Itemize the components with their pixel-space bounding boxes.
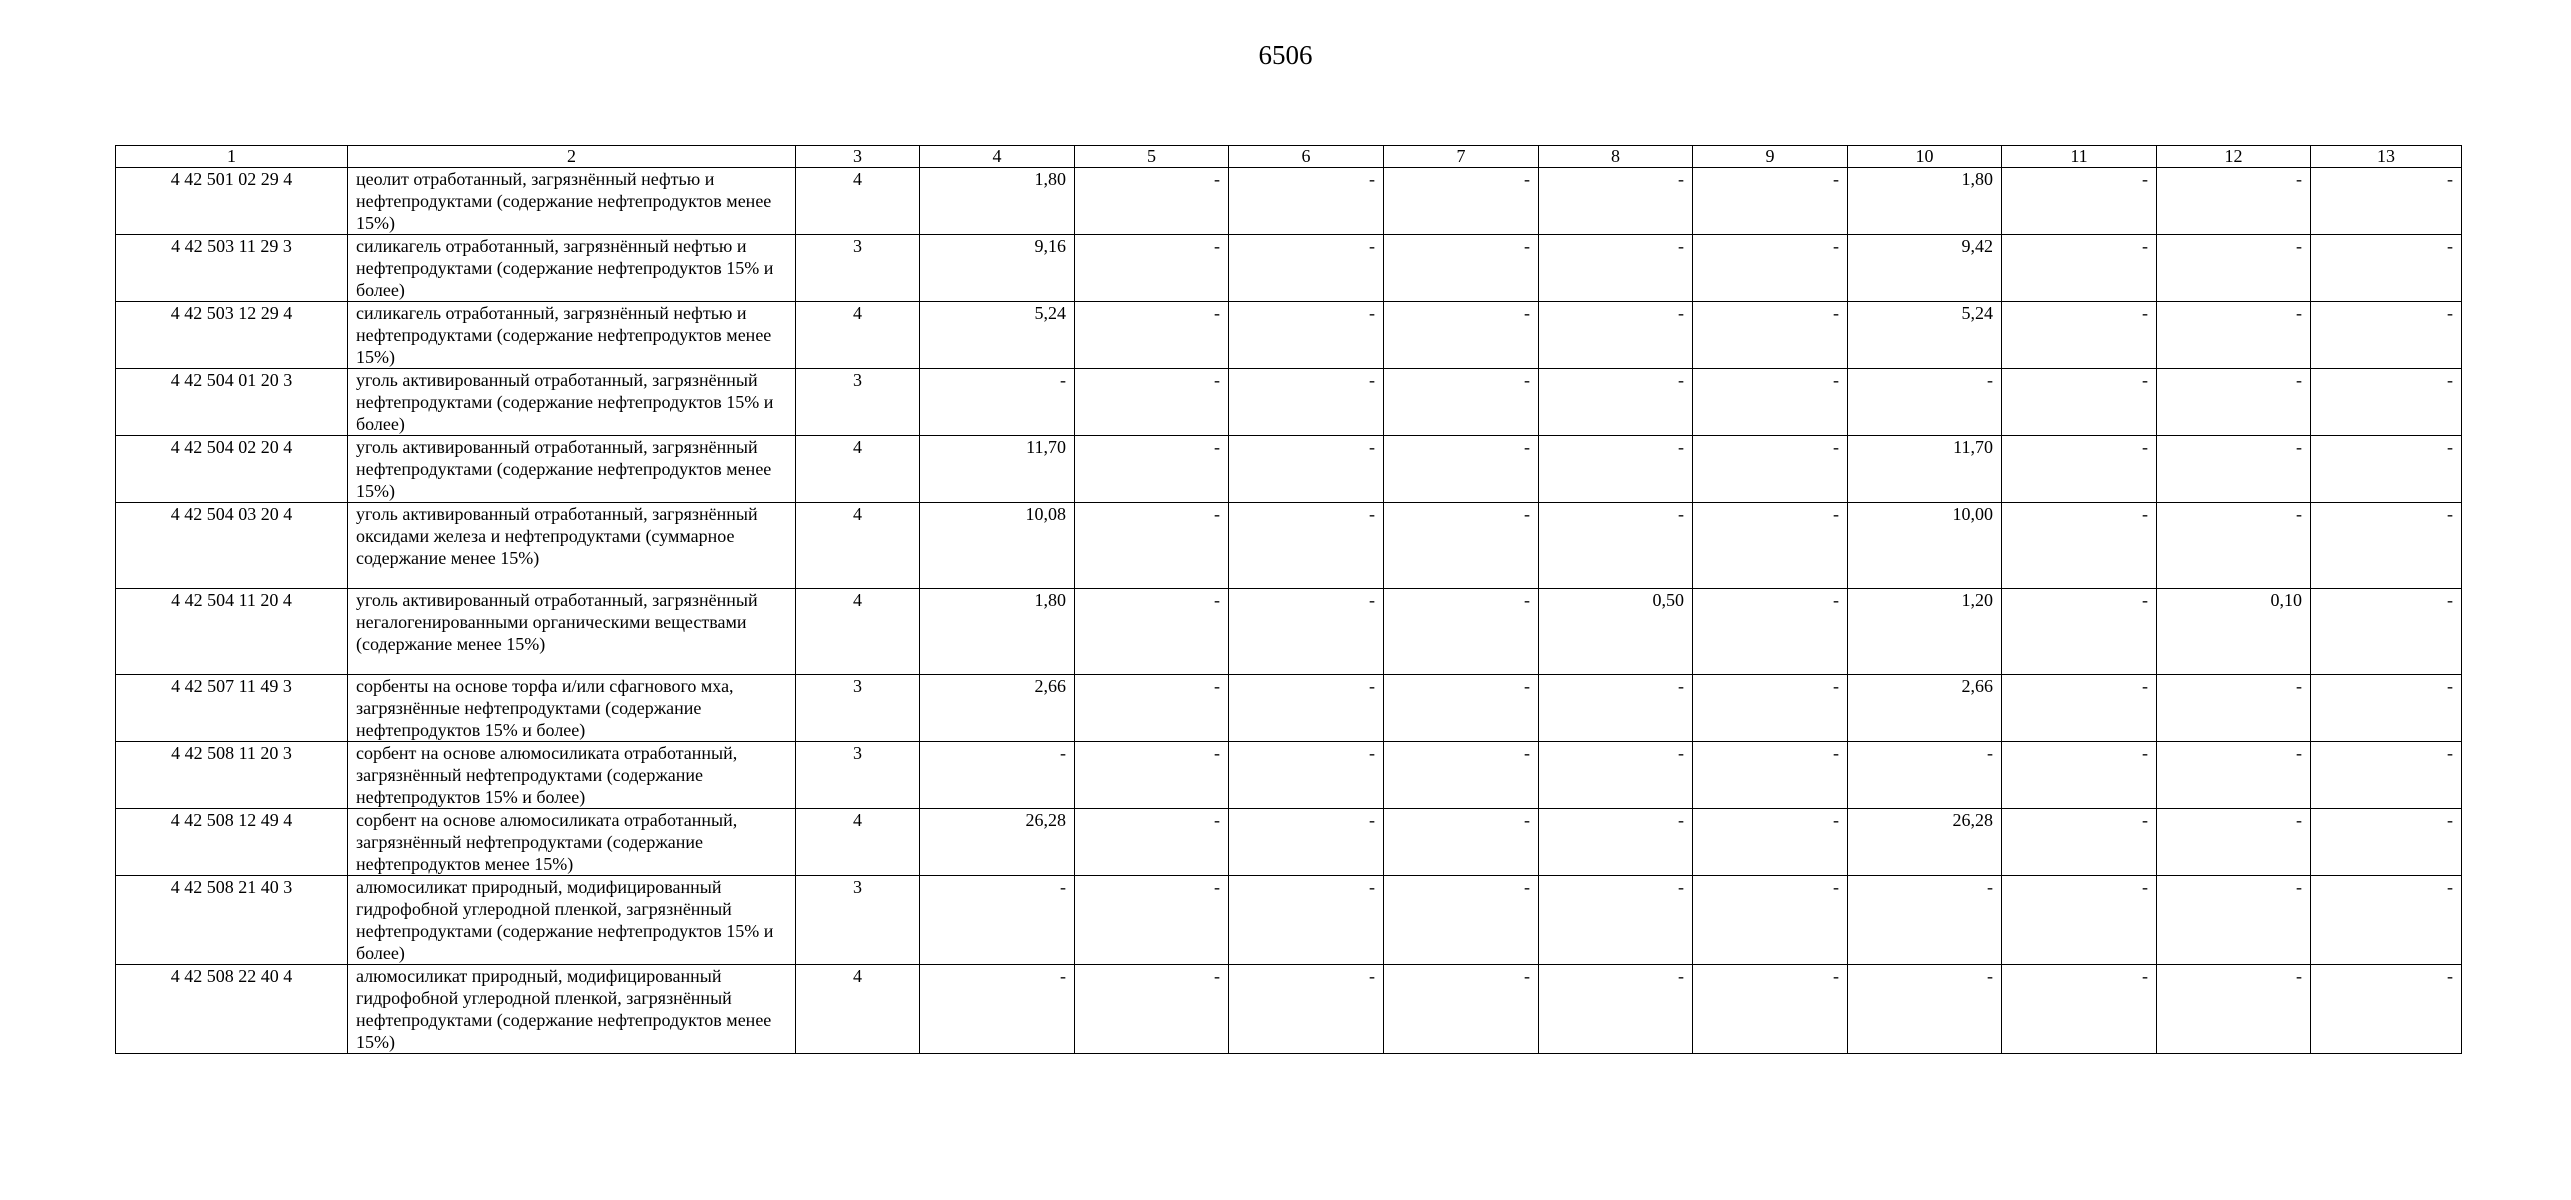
value-cell-col-8: -: [1539, 436, 1693, 503]
value-cell-col-10: 9,42: [1848, 235, 2002, 302]
value-cell-col-4: -: [920, 369, 1075, 436]
value-cell-col-10: 5,24: [1848, 302, 2002, 369]
value-cell-col-13: -: [2311, 436, 2462, 503]
value-cell-col-4: 5,24: [920, 302, 1075, 369]
value-cell-col-12: -: [2157, 876, 2311, 965]
value-cell-col-6: -: [1229, 809, 1384, 876]
hazard-class-cell: 4: [796, 965, 920, 1054]
column-header-2: 2: [348, 146, 796, 168]
value-cell-col-12: -: [2157, 369, 2311, 436]
value-cell-col-6: -: [1229, 742, 1384, 809]
value-cell-col-11: -: [2002, 369, 2157, 436]
waste-code-cell: 4 42 504 02 20 4: [116, 436, 348, 503]
value-cell-col-7: -: [1384, 369, 1539, 436]
value-cell-col-9: -: [1693, 235, 1848, 302]
value-cell-col-7: -: [1384, 168, 1539, 235]
value-cell-col-8: -: [1539, 235, 1693, 302]
table-row: [116, 436, 2462, 503]
value-cell-col-5: -: [1075, 503, 1229, 589]
value-cell-col-11: -: [2002, 809, 2157, 876]
waste-code-cell: 4 42 504 01 20 3: [116, 369, 348, 436]
hazard-class-cell: 3: [796, 235, 920, 302]
waste-name-cell: уголь активированный отработанный, загрязнённый нефтепродуктами (содержание нефтепродуктов менее 15%): [348, 436, 796, 503]
value-cell-col-4: -: [920, 742, 1075, 809]
value-cell-col-9: -: [1693, 168, 1848, 235]
value-cell-col-10: 1,20: [1848, 589, 2002, 675]
hazard-class-cell: 3: [796, 369, 920, 436]
waste-name-cell: цеолит отработанный, загрязнённый нефтью и нефтепродуктами (содержание нефтепродуктов менее 15%): [348, 168, 796, 235]
value-cell-col-7: -: [1384, 742, 1539, 809]
column-header-11: 11: [2002, 146, 2157, 168]
value-cell-col-5: -: [1075, 809, 1229, 876]
value-cell-col-12: -: [2157, 235, 2311, 302]
value-cell-col-4: 2,66: [920, 675, 1075, 742]
column-header-3: 3: [796, 146, 920, 168]
value-cell-col-13: -: [2311, 675, 2462, 742]
table-row: [116, 503, 2462, 589]
value-cell-col-12: -: [2157, 809, 2311, 876]
waste-code-cell: 4 42 508 12 49 4: [116, 809, 348, 876]
value-cell-col-11: -: [2002, 589, 2157, 675]
value-cell-col-6: -: [1229, 369, 1384, 436]
value-cell-col-6: -: [1229, 876, 1384, 965]
waste-code-cell: 4 42 504 11 20 4: [116, 589, 348, 675]
value-cell-col-6: -: [1229, 302, 1384, 369]
waste-table-container: [115, 145, 2461, 1054]
waste-table: [115, 145, 2462, 1054]
value-cell-col-4: 9,16: [920, 235, 1075, 302]
value-cell-col-11: -: [2002, 302, 2157, 369]
value-cell-col-7: -: [1384, 589, 1539, 675]
value-cell-col-5: -: [1075, 168, 1229, 235]
value-cell-col-13: -: [2311, 742, 2462, 809]
value-cell-col-5: -: [1075, 302, 1229, 369]
column-header-4: 4: [920, 146, 1075, 168]
value-cell-col-11: -: [2002, 436, 2157, 503]
value-cell-col-11: -: [2002, 235, 2157, 302]
waste-code-cell: 4 42 508 21 40 3: [116, 876, 348, 965]
hazard-class-cell: 4: [796, 809, 920, 876]
value-cell-col-6: -: [1229, 235, 1384, 302]
value-cell-col-7: -: [1384, 809, 1539, 876]
waste-name-cell: силикагель отработанный, загрязнённый нефтью и нефтепродуктами (содержание нефтепродуктов менее 15%): [348, 302, 796, 369]
value-cell-col-10: 1,80: [1848, 168, 2002, 235]
value-cell-col-9: -: [1693, 675, 1848, 742]
value-cell-col-6: -: [1229, 965, 1384, 1054]
value-cell-col-12: -: [2157, 168, 2311, 235]
waste-name-cell: силикагель отработанный, загрязнённый нефтью и нефтепродуктами (содержание нефтепродуктов 15% и более): [348, 235, 796, 302]
value-cell-col-13: -: [2311, 168, 2462, 235]
waste-name-cell: сорбент на основе алюмосиликата отработанный, загрязнённый нефтепродуктами (содержание нефтепродуктов 15% и более): [348, 742, 796, 809]
value-cell-col-10: 11,70: [1848, 436, 2002, 503]
value-cell-col-8: -: [1539, 168, 1693, 235]
value-cell-col-9: -: [1693, 589, 1848, 675]
value-cell-col-4: 10,08: [920, 503, 1075, 589]
value-cell-col-6: -: [1229, 436, 1384, 503]
value-cell-col-5: -: [1075, 589, 1229, 675]
value-cell-col-12: -: [2157, 675, 2311, 742]
value-cell-col-6: -: [1229, 675, 1384, 742]
value-cell-col-9: -: [1693, 369, 1848, 436]
column-header-7: 7: [1384, 146, 1539, 168]
page-number: 6506: [1258, 40, 1313, 70]
value-cell-col-8: -: [1539, 369, 1693, 436]
waste-name-cell: алюмосиликат природный, модифицированный гидрофобной углеродной пленкой, загрязнённый нефтепродуктами (содержание нефтепродуктов менее 15%): [348, 965, 796, 1054]
column-header-12: 12: [2157, 146, 2311, 168]
value-cell-col-7: -: [1384, 965, 1539, 1054]
value-cell-col-11: -: [2002, 876, 2157, 965]
column-header-9: 9: [1693, 146, 1848, 168]
value-cell-col-9: -: [1693, 876, 1848, 965]
value-cell-col-12: -: [2157, 742, 2311, 809]
value-cell-col-8: -: [1539, 876, 1693, 965]
value-cell-col-7: -: [1384, 675, 1539, 742]
waste-name-cell: уголь активированный отработанный, загрязнённый оксидами железа и нефтепродуктами (суммарное содержание менее 15%): [348, 503, 796, 589]
value-cell-col-8: -: [1539, 742, 1693, 809]
value-cell-col-5: -: [1075, 235, 1229, 302]
value-cell-col-9: -: [1693, 965, 1848, 1054]
value-cell-col-13: -: [2311, 503, 2462, 589]
value-cell-col-9: -: [1693, 503, 1848, 589]
column-header-13: 13: [2311, 146, 2462, 168]
hazard-class-cell: 4: [796, 302, 920, 369]
value-cell-col-8: -: [1539, 675, 1693, 742]
value-cell-col-7: -: [1384, 436, 1539, 503]
waste-code-cell: 4 42 504 03 20 4: [116, 503, 348, 589]
column-header-8: 8: [1539, 146, 1693, 168]
column-header-5: 5: [1075, 146, 1229, 168]
value-cell-col-4: 1,80: [920, 589, 1075, 675]
column-header-1: 1: [116, 146, 348, 168]
column-header-10: 10: [1848, 146, 2002, 168]
table-row: [116, 168, 2462, 235]
value-cell-col-7: -: [1384, 302, 1539, 369]
value-cell-col-9: -: [1693, 742, 1848, 809]
value-cell-col-7: -: [1384, 503, 1539, 589]
table-row: [116, 965, 2462, 1054]
value-cell-col-7: -: [1384, 876, 1539, 965]
value-cell-col-13: -: [2311, 235, 2462, 302]
table-row: [116, 876, 2462, 965]
value-cell-col-8: -: [1539, 965, 1693, 1054]
value-cell-col-9: -: [1693, 302, 1848, 369]
hazard-class-cell: 4: [796, 589, 920, 675]
table-row: [116, 235, 2462, 302]
waste-code-cell: 4 42 508 22 40 4: [116, 965, 348, 1054]
value-cell-col-10: 2,66: [1848, 675, 2002, 742]
value-cell-col-12: 0,10: [2157, 589, 2311, 675]
value-cell-col-10: -: [1848, 742, 2002, 809]
value-cell-col-12: -: [2157, 436, 2311, 503]
value-cell-col-5: -: [1075, 876, 1229, 965]
value-cell-col-13: -: [2311, 965, 2462, 1054]
value-cell-col-10: -: [1848, 965, 2002, 1054]
value-cell-col-4: 1,80: [920, 168, 1075, 235]
waste-code-cell: 4 42 508 11 20 3: [116, 742, 348, 809]
value-cell-col-8: -: [1539, 503, 1693, 589]
table-row: [116, 675, 2462, 742]
hazard-class-cell: 3: [796, 742, 920, 809]
value-cell-col-11: -: [2002, 675, 2157, 742]
value-cell-col-5: -: [1075, 742, 1229, 809]
value-cell-col-8: 0,50: [1539, 589, 1693, 675]
value-cell-col-12: -: [2157, 302, 2311, 369]
waste-code-cell: 4 42 503 11 29 3: [116, 235, 348, 302]
value-cell-col-4: -: [920, 965, 1075, 1054]
value-cell-col-11: -: [2002, 503, 2157, 589]
value-cell-col-12: -: [2157, 965, 2311, 1054]
value-cell-col-13: -: [2311, 369, 2462, 436]
hazard-class-cell: 3: [796, 876, 920, 965]
value-cell-col-13: -: [2311, 589, 2462, 675]
value-cell-col-4: -: [920, 876, 1075, 965]
value-cell-col-9: -: [1693, 436, 1848, 503]
value-cell-col-4: 11,70: [920, 436, 1075, 503]
table-row: [116, 742, 2462, 809]
value-cell-col-10: -: [1848, 369, 2002, 436]
hazard-class-cell: 4: [796, 503, 920, 589]
table-row: [116, 302, 2462, 369]
value-cell-col-9: -: [1693, 809, 1848, 876]
value-cell-col-11: -: [2002, 168, 2157, 235]
value-cell-col-6: -: [1229, 503, 1384, 589]
waste-code-cell: 4 42 501 02 29 4: [116, 168, 348, 235]
table-row: [116, 809, 2462, 876]
hazard-class-cell: 4: [796, 436, 920, 503]
value-cell-col-11: -: [2002, 742, 2157, 809]
value-cell-col-4: 26,28: [920, 809, 1075, 876]
hazard-class-cell: 3: [796, 675, 920, 742]
value-cell-col-5: -: [1075, 369, 1229, 436]
value-cell-col-13: -: [2311, 876, 2462, 965]
value-cell-col-11: -: [2002, 965, 2157, 1054]
value-cell-col-12: -: [2157, 503, 2311, 589]
waste-name-cell: алюмосиликат природный, модифицированный гидрофобной углеродной пленкой, загрязнённый нефтепродуктами (содержание нефтепродуктов 15% и более): [348, 876, 796, 965]
hazard-class-cell: 4: [796, 168, 920, 235]
value-cell-col-10: -: [1848, 876, 2002, 965]
waste-name-cell: сорбент на основе алюмосиликата отработанный, загрязнённый нефтепродуктами (содержание нефтепродуктов менее 15%): [348, 809, 796, 876]
waste-name-cell: сорбенты на основе торфа и/или сфагнового мха, загрязнённые нефтепродуктами (содержание нефтепродуктов 15% и более): [348, 675, 796, 742]
table-row: [116, 369, 2462, 436]
value-cell-col-13: -: [2311, 809, 2462, 876]
table-body: [116, 168, 2462, 1054]
value-cell-col-6: -: [1229, 589, 1384, 675]
waste-code-cell: 4 42 507 11 49 3: [116, 675, 348, 742]
value-cell-col-6: -: [1229, 168, 1384, 235]
waste-name-cell: уголь активированный отработанный, загрязнённый нефтепродуктами (содержание нефтепродуктов 15% и более): [348, 369, 796, 436]
table-row: [116, 589, 2462, 675]
value-cell-col-8: -: [1539, 302, 1693, 369]
value-cell-col-7: -: [1384, 235, 1539, 302]
value-cell-col-5: -: [1075, 675, 1229, 742]
value-cell-col-8: -: [1539, 809, 1693, 876]
value-cell-col-10: 26,28: [1848, 809, 2002, 876]
header-row: [116, 146, 2462, 168]
value-cell-col-5: -: [1075, 965, 1229, 1054]
waste-code-cell: 4 42 503 12 29 4: [116, 302, 348, 369]
value-cell-col-10: 10,00: [1848, 503, 2002, 589]
value-cell-col-13: -: [2311, 302, 2462, 369]
column-header-6: 6: [1229, 146, 1384, 168]
waste-name-cell: уголь активированный отработанный, загрязнённый негалогенированными органическими веществами (содержание менее 15%): [348, 589, 796, 675]
value-cell-col-5: -: [1075, 436, 1229, 503]
